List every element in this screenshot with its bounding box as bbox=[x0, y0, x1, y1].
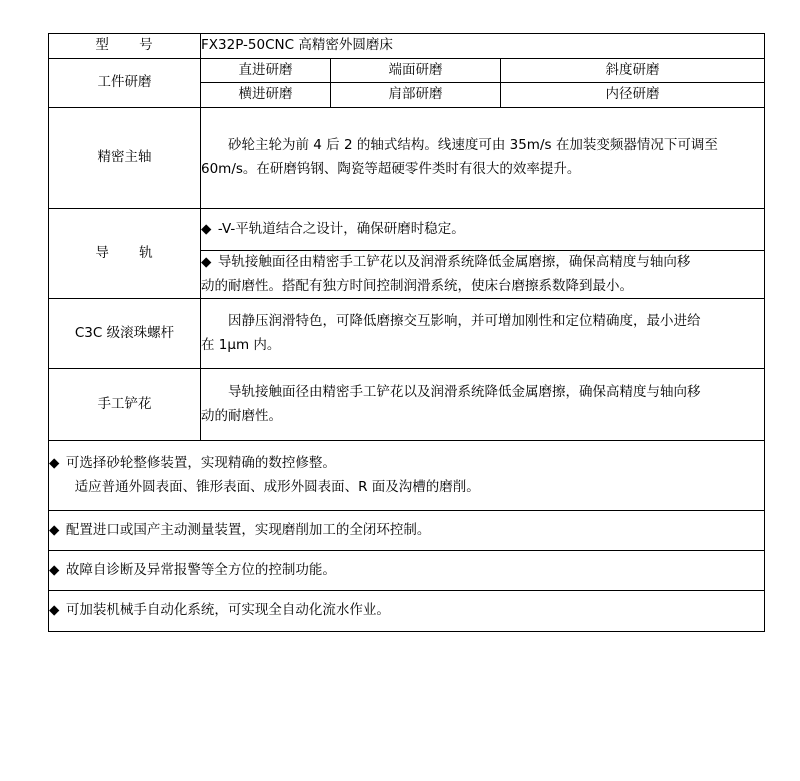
feature-1-line-2 bbox=[49, 476, 764, 500]
row-label-precision-spindle: 精密主轴 bbox=[49, 107, 201, 208]
guide-rail-bullet-2-line-1 bbox=[201, 251, 764, 275]
table-row-feature-1 bbox=[49, 441, 765, 511]
diamond-bullet-icon: ◆ bbox=[201, 220, 212, 237]
guide-rail-bullet-1 bbox=[201, 208, 765, 250]
guide-rail-bullet-2-text-1: 导轨接触面径由精密手工铲花以及润滑系统降低金属磨擦，确保高精度与轴向移 bbox=[217, 253, 691, 270]
feature-3-text-1: 故障自诊断及异常报警等全方位的控制功能。 bbox=[65, 561, 336, 578]
row-label-hand-scraping: 手工铲花 bbox=[49, 369, 201, 441]
row-label-guide-rail: 导 轨 bbox=[49, 208, 201, 298]
feature-bullet-1 bbox=[49, 441, 765, 511]
feature-1-text-1: 可选择砂轮整修装置，实现精确的数控修整。 bbox=[65, 455, 336, 471]
ball-screw-line-1: 因静压润滑特色，可降低磨擦交互影响，并可增加刚性和定位精确度，最小进给 bbox=[228, 313, 701, 329]
precision-spindle-line-1: 砂轮主轮为前 4 后 2 的轴式结构。线速度可由 35m/s 在加装变频器情况下可调至 bbox=[228, 137, 718, 154]
table-row-feature-3 bbox=[49, 551, 765, 591]
table-row-precision-spindle bbox=[49, 107, 765, 208]
guide-rail-bullet-2-line-2: 动的耐磨性。搭配有独方时间控制润滑系统，使床台磨擦系数降到最小。 bbox=[201, 277, 633, 294]
feature-bullet-3 bbox=[49, 551, 765, 591]
table-row-guide-rail-bullet-1 bbox=[49, 208, 765, 250]
precision-spindle-description bbox=[201, 107, 765, 208]
specification-table bbox=[48, 33, 765, 632]
hand-scraping-description bbox=[201, 369, 765, 441]
feature-2-line-1 bbox=[49, 519, 764, 543]
grinding-mode-taper: 斜度研磨 bbox=[501, 58, 765, 83]
guide-rail-bullet-2 bbox=[201, 250, 765, 298]
feature-3-line-1 bbox=[49, 559, 764, 583]
grinding-mode-straight-feed: 直进研磨 bbox=[201, 58, 331, 83]
grinding-mode-face: 端面研磨 bbox=[331, 58, 501, 83]
diamond-bullet-icon: ◆ bbox=[49, 602, 60, 619]
table-row-model bbox=[49, 34, 765, 59]
guide-rail-bullet-1-text: -V-平轨道结合之设计，确保研磨时稳定。 bbox=[217, 220, 465, 237]
row-label-model: 型 号 bbox=[49, 34, 201, 59]
ball-screw-line-2: 在 1μm 内。 bbox=[201, 336, 281, 353]
feature-4-text-1: 可加装机械手自动化系统，可实现全自动化流水作业。 bbox=[65, 602, 390, 619]
feature-bullet-2 bbox=[49, 511, 765, 551]
table-row-feature-2 bbox=[49, 511, 765, 551]
row-label-ball-screw: C3C 级滚珠螺杆 bbox=[49, 299, 201, 369]
grinding-mode-shoulder: 肩部研磨 bbox=[331, 83, 501, 108]
table-row-feature-4 bbox=[49, 591, 765, 632]
table-row-ball-screw bbox=[49, 299, 765, 369]
diamond-bullet-icon: ◆ bbox=[49, 521, 60, 538]
table-row-grinding-top bbox=[49, 58, 765, 83]
guide-rail-bullet-1-line bbox=[201, 218, 764, 242]
row-label-workpiece-grinding: 工件研磨 bbox=[49, 58, 201, 107]
feature-4-line-1 bbox=[49, 599, 764, 623]
hand-scraping-line-2: 动的耐磨性。 bbox=[201, 407, 282, 424]
diamond-bullet-icon: ◆ bbox=[201, 253, 212, 270]
model-value: FX32P-50CNC 高精密外圆磨床 bbox=[201, 34, 765, 59]
ball-screw-description bbox=[201, 299, 765, 369]
table-row-hand-scraping bbox=[49, 369, 765, 441]
hand-scraping-line-1: 导轨接触面径由精密手工铲花以及润滑系统降低金属磨擦，确保高精度与轴向移 bbox=[228, 384, 701, 400]
feature-bullet-4 bbox=[49, 591, 765, 632]
precision-spindle-line-2: 60m/s。在研磨钨钢、陶瓷等超硬零件类时有很大的效率提升。 bbox=[201, 160, 581, 177]
feature-2-text-1: 配置进口或国产主动测量装置，实现磨削加工的全闭环控制。 bbox=[65, 521, 431, 538]
diamond-bullet-icon: ◆ bbox=[49, 455, 60, 471]
grinding-mode-cross-feed: 横进研磨 bbox=[201, 83, 331, 108]
diamond-bullet-icon: ◆ bbox=[49, 561, 60, 578]
grinding-mode-internal-diameter: 内径研磨 bbox=[501, 83, 765, 108]
feature-1-text-2: 适应普通外圆表面、锥形表面、成形外圆表面、R 面及沟槽的磨削。 bbox=[74, 478, 480, 495]
feature-1-line-1 bbox=[49, 452, 764, 476]
